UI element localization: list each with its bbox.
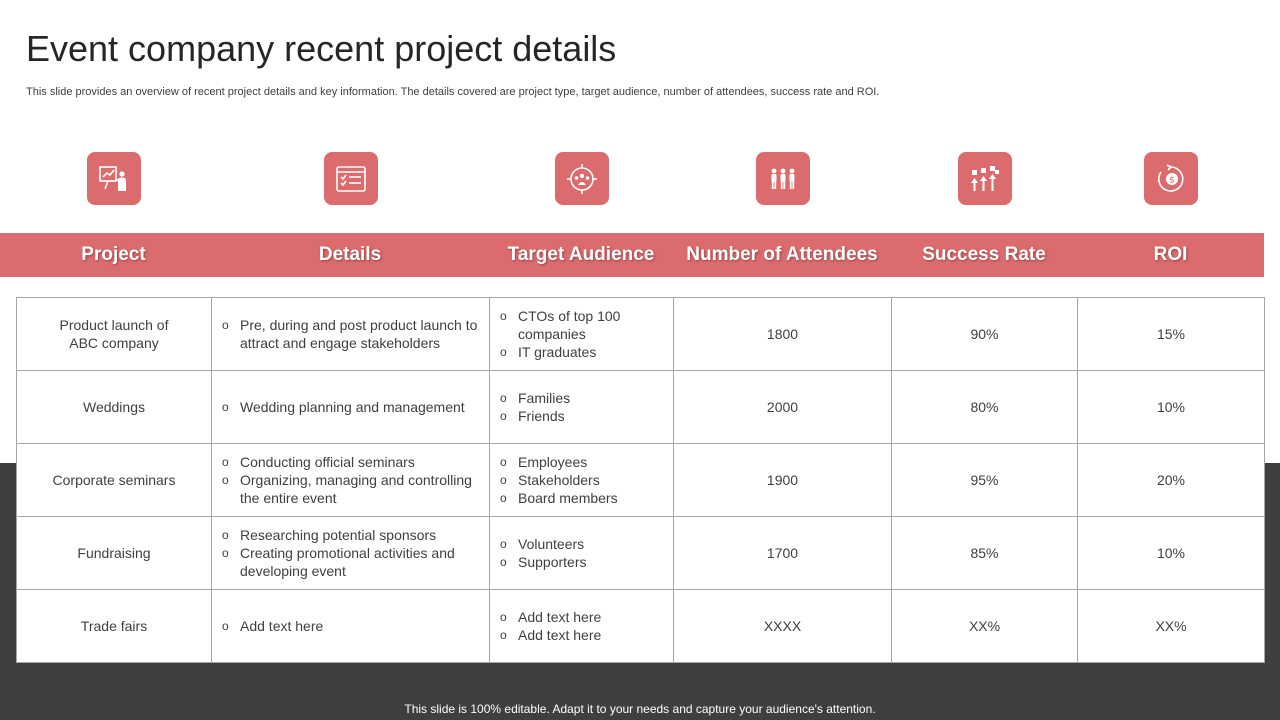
list-item: o Researching potential sponsors xyxy=(222,526,483,544)
details-cell xyxy=(212,517,490,590)
list-item: o Employees xyxy=(500,453,667,471)
success-rate-cell: 90% xyxy=(892,298,1078,371)
roi-cell: 10% xyxy=(1078,371,1265,444)
list-item: o Friends xyxy=(500,407,667,425)
project-cell: Fundraising xyxy=(17,517,212,590)
list-item: o Pre, during and post product launch to attract and engage stakeholders xyxy=(222,316,483,352)
success-rate-cell: 85% xyxy=(892,517,1078,590)
project-cell: Trade fairs xyxy=(17,590,212,663)
list-item: o Add text here xyxy=(500,626,667,644)
attendees-icon xyxy=(756,152,810,205)
slide-subtitle: This slide provides an overview of recent project details and key information. The details covered are project type, target audience, number of attendees, success rate and ROI. xyxy=(26,86,880,98)
table-row xyxy=(17,517,1265,590)
header-number-of-attendees: Number of Attendees xyxy=(686,244,878,265)
audience-cell xyxy=(490,371,674,444)
slide-title: Event company recent project details xyxy=(26,28,617,69)
list-item: o Add text here xyxy=(222,617,483,635)
list-item: o Organizing, managing and controlling the entire event xyxy=(222,471,483,507)
attendees-cell: 1800 xyxy=(674,298,892,371)
target-audience-icon xyxy=(555,152,609,205)
details-cell xyxy=(212,298,490,371)
table-row xyxy=(17,298,1265,371)
list-item: o Board members xyxy=(500,489,667,507)
checklist-icon xyxy=(324,152,378,205)
list-item: o Add text here xyxy=(500,608,667,626)
header-target-audience: Target Audience xyxy=(507,244,655,265)
audience-cell xyxy=(490,517,674,590)
header-roi: ROI xyxy=(1153,244,1188,265)
success-rate-cell: 80% xyxy=(892,371,1078,444)
svg-text:$: $ xyxy=(1169,175,1175,185)
roi-cell: XX% xyxy=(1078,590,1265,663)
attendees-cell: XXXX xyxy=(674,590,892,663)
list-item: o Supporters xyxy=(500,553,667,571)
details-cell xyxy=(212,444,490,517)
list-item: o Conducting official seminars xyxy=(222,453,483,471)
list-item: o CTOs of top 100 companies xyxy=(500,307,667,343)
table-row xyxy=(17,371,1265,444)
details-cell xyxy=(212,371,490,444)
audience-cell xyxy=(490,298,674,371)
roi-cell: 15% xyxy=(1078,298,1265,371)
roi-money-icon xyxy=(1144,152,1198,205)
success-rate-cell: 95% xyxy=(892,444,1078,517)
audience-cell xyxy=(490,590,674,663)
success-rate-cell: XX% xyxy=(892,590,1078,663)
list-item: o Volunteers xyxy=(500,535,667,553)
attendees-cell: 2000 xyxy=(674,371,892,444)
list-item: o Families xyxy=(500,389,667,407)
header-success-rate: Success Rate xyxy=(922,244,1046,265)
attendees-cell: 1900 xyxy=(674,444,892,517)
project-table xyxy=(16,297,1265,663)
project-cell: Weddings xyxy=(17,371,212,444)
list-item: o Creating promotional activities and developing event xyxy=(222,544,483,580)
footer-note: This slide is 100% editable. Adapt it to your needs and capture your audience's attention. xyxy=(404,702,876,716)
header-project: Project xyxy=(81,244,146,265)
list-item: o IT graduates xyxy=(500,343,667,361)
table-row xyxy=(17,590,1265,663)
details-cell xyxy=(212,590,490,663)
list-item: o Wedding planning and management xyxy=(222,398,483,416)
attendees-cell: 1700 xyxy=(674,517,892,590)
table-header-bar xyxy=(0,233,1264,277)
audience-cell xyxy=(490,444,674,517)
roi-cell: 10% xyxy=(1078,517,1265,590)
project-cell: Corporate seminars xyxy=(17,444,212,517)
header-details: Details xyxy=(318,244,382,265)
growth-icon xyxy=(958,152,1012,205)
roi-cell: 20% xyxy=(1078,444,1265,517)
project-cell: Product launch of ABC company xyxy=(17,298,212,371)
table-row xyxy=(17,444,1265,517)
presentation-icon xyxy=(87,152,141,205)
list-item: o Stakeholders xyxy=(500,471,667,489)
